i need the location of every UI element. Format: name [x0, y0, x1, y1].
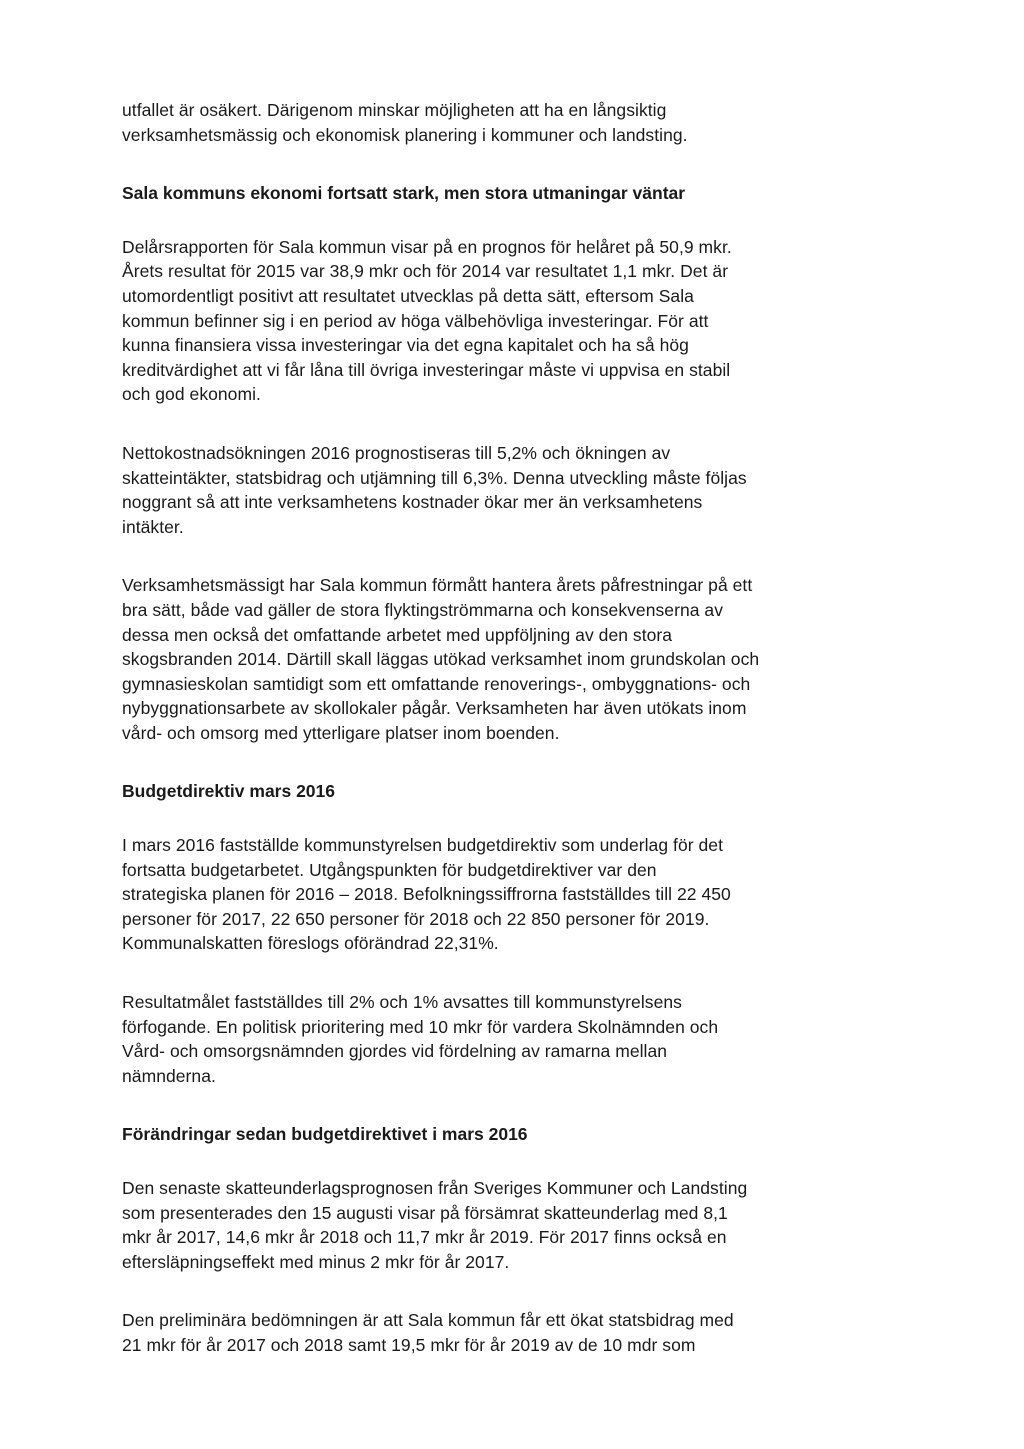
text-line: strategiska planen för 2016 – 2018. Befolkningssiffrorna fastställdes till 22 450 — [122, 884, 731, 905]
text-line: och god ekonomi. — [122, 384, 261, 405]
text-line: Verksamhetsmässigt har Sala kommun förmått hantera årets påfrestningar på ett — [122, 575, 753, 596]
document-page — [122, 98, 812, 1358]
text-line: som presenterades den 15 augusti visar på försämrat skatteunderlag med 8,1 — [122, 1202, 728, 1223]
text-line: personer för 2017, 22 650 personer för 2018 och 22 850 personer för 2019. — [122, 908, 710, 929]
text-line: skogsbranden 2014. Därtill skall läggas utökad verksamhet inom grundskolan och — [122, 649, 760, 670]
paragraph-nettokostnad — [122, 441, 812, 539]
text-line: bra sätt, både vad gäller de stora flyktingströmmarna och konsekvenserna av — [122, 599, 724, 620]
text-line: Kommunalskatten föreslogs oförändrad 22,31%. — [122, 933, 499, 954]
text-line: nybyggnationsarbete av skollokaler pågår. Verksamheten har även utökats inom — [122, 698, 747, 719]
text-line: Årets resultat för 2015 var 38,9 mkr och för 2014 var resultatet 1,1 mkr. Det är — [122, 261, 729, 282]
paragraph-intro — [122, 98, 812, 147]
text-line: Delårsrapporten för Sala kommun visar på en prognos för helåret på 50,9 mkr. — [122, 236, 732, 257]
text-line: Den senaste skatteunderlagsprognosen från Sveriges Kommuner och Landsting — [122, 1178, 748, 1198]
text-line: I mars 2016 fastställde kommunstyrelsen budgetdirektiv som underlag för det — [122, 835, 723, 856]
text-line: Vård- och omsorgsnämnden gjordes vid fördelning av ramarna mellan — [122, 1041, 668, 1062]
text-line: Den preliminära bedömningen är att Sala kommun får ett ökat statsbidrag med — [122, 1310, 734, 1331]
section-heading-economy: Sala kommuns ekonomi fortsatt stark, men stora utmaningar väntar — [122, 183, 686, 204]
paragraph-statsbidrag — [122, 1308, 812, 1357]
paragraph-delarsrapport — [122, 235, 812, 407]
text-line: Nettokostnadsökningen 2016 prognostiseras till 5,2% och ökningen av — [122, 442, 671, 463]
text-line: mkr år 2017, 14,6 mkr år 2018 och 11,7 mkr år 2019. För 2017 finns också en — [122, 1227, 727, 1248]
text-line: 21 mkr för år 2017 och 2018 samt 19,5 mkr för år 2019 av de 10 mdr som — [122, 1334, 696, 1355]
text-line: förfogande. En politisk prioritering med 10 mkr för vardera Skolnämnden och — [122, 1016, 719, 1037]
paragraph-skatteunderlag — [122, 1176, 812, 1274]
text-line: utfallet är osäkert. Därigenom minskar möjligheten att ha en långsiktig — [122, 100, 667, 120]
text-line: verksamhetsmässig och ekonomisk planering i kommuner och landsting. — [122, 124, 688, 145]
text-line: Resultatmålet fastställdes till 2% och 1% avsattes till kommunstyrelsens — [122, 992, 682, 1013]
text-line: intäkter. — [122, 516, 184, 537]
paragraph-budgetdirektiv — [122, 833, 812, 956]
section-heading-budgetdirektiv: Budgetdirektiv mars 2016 — [122, 781, 336, 802]
text-line: eftersläpningseffekt med minus 2 mkr för år 2017. — [122, 1251, 510, 1272]
text-line: fortsatta budgetarbetet. Utgångspunkten för budgetdirektiver var den — [122, 859, 657, 880]
text-line: dessa men också det omfattande arbetet med uppföljning av den stora — [122, 624, 673, 645]
paragraph-verksamhet — [122, 573, 812, 745]
text-line: kunna finansiera vissa investeringar via det egna kapitalet och ha så hög — [122, 335, 689, 356]
text-line: utomordentligt positivt att resultatet utvecklas på detta sätt, eftersom Sala — [122, 285, 694, 306]
section-heading-forandringar: Förändringar sedan budgetdirektivet i mars 2016 — [122, 1124, 528, 1145]
text-line: gymnasieskolan samtidigt som ett omfattande renoverings-, ombyggnations- och — [122, 673, 751, 694]
text-line: noggrant så att inte verksamhetens kostnader ökar mer än verksamhetens — [122, 492, 703, 513]
text-line: kommun befinner sig i en period av höga välbehövliga investeringar. För att — [122, 310, 709, 331]
text-line: skatteintäkter, statsbidrag och utjämning till 6,3%. Denna utveckling måste följas — [122, 467, 747, 488]
paragraph-resultatmal — [122, 990, 812, 1088]
text-line: nämnderna. — [122, 1065, 216, 1086]
text-line: kreditvärdighet att vi får låna till övriga investeringar måste vi uppvisa en stabil — [122, 359, 731, 380]
text-line: vård- och omsorg med ytterligare platser inom boenden. — [122, 722, 560, 743]
